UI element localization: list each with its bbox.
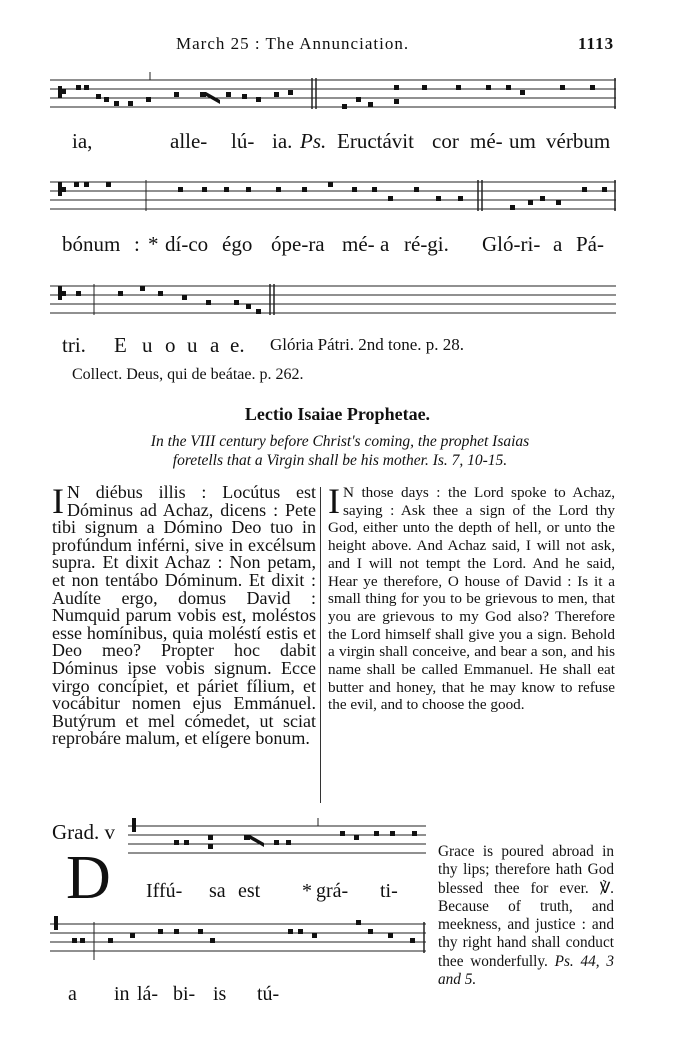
syllable: Pá- [576,232,604,256]
syllable: dí-co [165,232,209,256]
scripture-reference: Ps. 44, 3 and 5. [438,952,615,989]
neume-staff-2 [50,172,616,222]
syllable: tú- [257,983,280,1005]
syllable: : [134,232,140,256]
syllable: * [148,232,159,256]
chant-staff-2 [50,172,616,222]
syllable: * [302,880,312,902]
syllable: ia, [72,129,93,153]
syllable: u [142,333,153,357]
syllable: E [114,333,129,357]
syllable: tri. [62,333,86,357]
drop-cap: I [52,481,64,521]
syllable: cor [432,129,459,153]
column-divider [320,487,321,803]
gloria-note: Glória Pátri. 2nd tone. p. 28. [270,335,465,354]
syllable: a [210,333,220,357]
syllable: Eructávit [337,129,414,153]
syllable: ré-gi. [404,232,449,256]
syllable: a [553,232,563,256]
syllable: a [68,983,77,1005]
syllable: mé- [470,129,503,153]
syllable: égo [222,232,253,256]
gradual-translation [438,843,614,989]
drop-cap: I [328,481,340,521]
syllable: in [114,983,130,1005]
gradual-label [52,820,115,845]
gradual-initial: D [66,844,111,912]
english-column [328,481,615,714]
syllable: lú- [231,129,255,153]
chant-staff-3 [50,276,616,326]
latin-column [52,481,316,749]
syllable: sa [209,880,226,902]
syllable: mé- [342,232,375,256]
gradual-abbrev: Grad. [52,820,100,844]
syllable: u [187,333,198,357]
english-text: N those days : the Lord spoke to Achaz, saying : Ask thee a sign of the Lord thy God, either unto the depth of hell, or unto the height above. And Achaz said, I will not ask, and I will not tempt the Lord. And he said, Hear ye therefore, O house of David : Is it a small thing for you to be grievous to men, that you are grievous to my God also? Therefore the Lord himself shall give you a sign. Behold a virgin shall conceive, and bear a son, and his name shall be called Emmanuel. He shall eat butter and honey, that he may know to refuse the evil, and to choose the good. [328,484,615,714]
page-title: March 25 : The Annunciation. [176,34,410,53]
syllable: Iffú- [146,880,183,902]
gradual-staff-1 [128,816,428,866]
syllable: is [213,983,227,1005]
syllable: est [238,880,261,902]
neume-staff-gradual-1 [128,816,428,866]
syllable: um [509,129,536,153]
syllable: bi- [173,983,196,1005]
psalm-marker: Ps. [300,129,327,153]
chant-staff-1 [50,68,616,118]
neume-staff-gradual-2 [50,912,428,964]
page-number: 1113 [578,34,615,53]
neume-staff-1 [50,68,616,118]
syllable: ópe-ra [271,232,325,256]
lectio-title: Lectio Isaiae Prophetae. [244,404,431,424]
syllable: lá- [137,983,159,1005]
syllable: grá- [316,880,349,902]
gradual-staff-2 [50,912,428,964]
syllable: ia. [272,129,293,153]
neume-staff-3 [50,276,616,326]
translation-text: Grace is poured abroad in thy lips; therefore hath God blessed thee for ever. ℣. Because of truth, and meekness, and justice : and thy right hand shall conduct thee wonderfully. [438,843,614,970]
syllable: ti- [380,880,398,902]
running-header [0,34,675,56]
lectio-intro [90,432,590,470]
syllable: vérbum [546,129,611,153]
syllable: bónum [62,232,121,256]
syllable: e. [230,333,245,357]
latin-text: N diébus illis : Locútus est Dóminus ad Achaz, dicens : Pete tibi signum a Dómino Deo tuo in profúndum inférni, sive in excélsum supra. Et dixit Achaz : Non petam, et non tentábo Dóminum. Et dixit : Audíte ergo, domus David : Numquid parum vobis est, moléstos esse homínibus, quia moléstí estis et Deo meo? Propter hoc dabit Dóminus ipse vobis signum. Ecce virgo concípiet, et páriet fílium, et vocábitur nomen ejus Emmánuel. Butýrum et mel cómedet, ut sciat reprobáre malum, et elígere bonum. [52,482,316,749]
syllable: o [165,333,176,357]
intro-line: foretells that a Virgin shall be his mother. Is. 7, 10-15. [172,452,508,469]
syllable: Gló-ri- [482,232,541,256]
intro-line: In the VIII century before Christ's coming, the prophet Isaias [150,433,530,450]
syllable: a [380,232,390,256]
gradual-mode: v [104,820,115,844]
collect-reference: Collect. Deus, qui de beátae. p. 262. [72,366,304,383]
syllable: alle- [170,129,208,153]
